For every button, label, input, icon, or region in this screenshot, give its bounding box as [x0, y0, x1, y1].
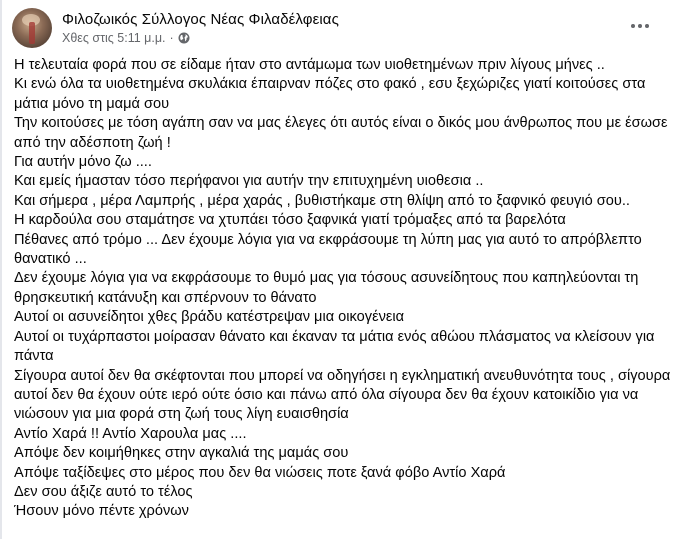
post-text — [14, 56, 674, 522]
post-card-border — [0, 0, 2, 539]
post-line: Η καρδούλα σου σταμάτησε να χτυπάει τόσο ξαφνικά γιατί τρόμαξες από τα βαρελότα — [14, 212, 566, 229]
post-line: Δεν σου άξιζε αυτό το τέλος — [14, 483, 193, 500]
post-line: Και σήμερα , μέρα Λαμπρής , μέρα χαράς , βυθιστήκαμε στη θλίψη από το ξαφνικό φευγιό σου.. — [14, 192, 630, 209]
globe-icon[interactable] — [178, 32, 190, 44]
post-timestamp[interactable]: Χθες στις 5:11 μ.μ. — [62, 30, 166, 45]
page-name-link[interactable]: Φιλοζωικός Σύλλογος Νέας Φιλαδέλφειας — [62, 10, 339, 28]
post-line: Για αυτήν μόνο ζω .... — [14, 154, 152, 171]
post-line: Σίγουρα αυτοί δεν θα σκέφτονται που μπορεί να οδηγήσει η εγκληματική ανευθυνότητα τους , σίγουρα αυτοί δεν θα έχουν ούτε ιερό ούτε όσιο και πάνω από όλα σίγουρα δεν θα έχουν κατοικίδιο για να νιώσουν για μια φορά στη ζωή τους λίγη ευαισθησία — [14, 367, 671, 423]
page-avatar[interactable] — [12, 8, 52, 48]
more-options-icon[interactable] — [628, 18, 652, 34]
post-line: Κι ενώ όλα τα υιοθετημένα σκυλάκια έπαιρναν πόζες στο φακό , εσυ ξεχώριζες γιατί κοιτούσες στα μάτια μόνο τη μαμά σου — [14, 76, 646, 112]
post-line: Αυτοί οι τυχάρπαστοι μοίρασαν θάνατο και έκαναν τα μάτια ενός αθώου πλάσματος να κλείσουν για πάντα — [14, 328, 655, 365]
more-dot — [638, 24, 642, 28]
header-text — [62, 10, 339, 47]
more-dot — [631, 24, 635, 28]
post-line: Δεν έχουμε λόγια για να εκφράσουμε το θυμό μας για τόσους ασυνείδητους που καπηλεύονται τη θρησκευτική κατάνυξη και σπέρνουν το θάνατο — [14, 270, 639, 306]
avatar-detail — [29, 22, 35, 44]
post-line: Αυτοί οι ασυνείδητοι χθες βράδυ κατέστρεψαν μια οικογένεια — [14, 309, 405, 326]
post-line: Απόψε δεν κοιμήθηκες στην αγκαλιά της μαμάς σου — [14, 445, 349, 462]
post-line: Ήσουν μόνο πέντε χρόνων — [14, 503, 189, 520]
post-line: Αντίο Χαρά !! Αντίο Χαρουλα μας .... — [14, 425, 247, 442]
post-line: Απόψε ταξίδεψες στο μέρος που δεν θα νιώσεις ποτε ξανά φόβο Αντίο Χαρά — [14, 464, 506, 481]
post-line: Την κοιτούσες με τόση αγάπη σαν να μας έλεγες ότι αυτός είναι ο δικός μου άνθρωπος που με έσωσε από την αδέσποτη ζωή ! — [14, 115, 668, 151]
meta-separator: · — [169, 30, 174, 45]
more-dot — [645, 24, 649, 28]
post-header — [12, 8, 668, 48]
post-line: Πέθανες από τρόμο ... Δεν έχουμε λόγια για να εκφράσουμε τη λύπη μας για αυτό το απρόβλεπτο θανατικό ... — [14, 231, 642, 268]
post-line: Και εμείς ήμασταν τόσο περήφανοι για αυτήν την επιτυχημένη υιοθεσια .. — [14, 173, 484, 190]
post-line: Η τελευταία φορά που σε είδαμε ήταν στο αντάμωμα των υιοθετημένων πριν λίγους μήνες .. — [14, 57, 605, 73]
post-meta — [62, 30, 339, 47]
